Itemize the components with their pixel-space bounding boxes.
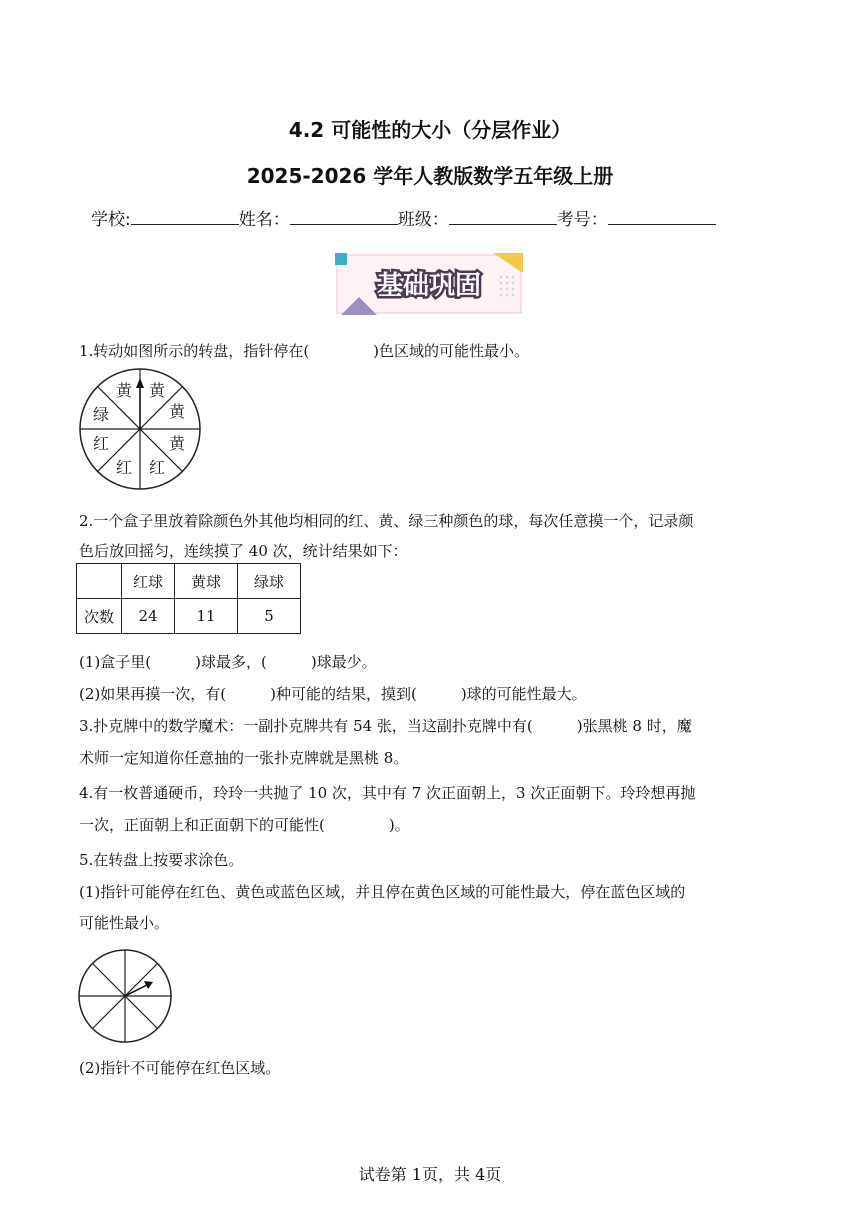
q2-sub1-text-b: )球最多，( xyxy=(195,653,267,671)
spinner-sector-label: 红 xyxy=(148,458,166,477)
q1-text-a: 1.转动如图所示的转盘，指针停在( xyxy=(79,342,310,360)
q2-sub-1 xyxy=(79,652,377,672)
q1-text-b: )色区域的可能性最小。 xyxy=(373,342,530,360)
spinner-sector-label: 红 xyxy=(115,458,133,477)
banner-corner-decoration xyxy=(335,253,347,265)
class-label: 班级： xyxy=(397,210,449,230)
q2-sub1-text-a: (1)盒子里( xyxy=(79,653,152,671)
q2-sub2-text-c: )球的可能性最大。 xyxy=(460,685,587,703)
spinner-sector-label: 红 xyxy=(92,434,110,453)
q5-title: 5.在转盘上按要求涂色。 xyxy=(79,851,244,869)
q2-sub1-text-c: )球最少。 xyxy=(310,653,377,671)
page-footer: 试卷第 1页，共 4页 xyxy=(358,1165,502,1184)
table-cell: 11 xyxy=(175,599,238,634)
class-blank[interactable] xyxy=(449,208,557,225)
spinner-sector-label: 绿 xyxy=(92,405,110,424)
table-row-label: 次数 xyxy=(77,599,122,634)
school-blank[interactable] xyxy=(131,208,239,225)
spinner-sector-label: 黄 xyxy=(148,381,166,400)
q4-line-2 xyxy=(79,815,410,835)
section-banner xyxy=(333,251,525,317)
table-row xyxy=(77,599,301,634)
spinner-sector-label: 黄 xyxy=(168,434,186,453)
q5-sub-2: (2)指针不可能停在红色区域。 xyxy=(79,1059,281,1077)
table-cell: 5 xyxy=(238,599,301,634)
banner-text: 基础巩固 xyxy=(376,271,482,301)
table-cell: 24 xyxy=(122,599,175,634)
name-blank[interactable] xyxy=(290,208,398,225)
q4-text-a: 一次，正面朝上和正面朝下的可能性( xyxy=(79,816,325,834)
exam-no-blank[interactable] xyxy=(608,208,716,225)
question-1 xyxy=(79,341,529,361)
q2-sub2-text-a: (2)如果再摸一次，有( xyxy=(79,685,227,703)
table-header-row xyxy=(77,564,301,599)
table-corner-cell xyxy=(77,564,122,599)
q4-text-b: )。 xyxy=(388,816,410,834)
table-header-cell: 红球 xyxy=(122,564,175,599)
q3-line-2: 术师一定知道你任意抽的一张扑克牌就是黑桃 8。 xyxy=(79,749,409,767)
q3-text-b: )张黑桃 8 时，魔 xyxy=(576,717,692,735)
worksheet-title: 4.2 可能性的大小（分层作业） xyxy=(288,118,572,142)
q5-sub1-line-1: (1)指针可能停在红色、黄色或蓝色区域，并且停在黄色区域的可能性最大，停在蓝色区域的 xyxy=(79,883,686,901)
name-label: 姓名： xyxy=(238,210,290,230)
spinner-sector-label: 黄 xyxy=(168,402,186,421)
q3-line-1 xyxy=(79,716,692,736)
q2-sub2-text-b: )种可能的结果，摸到( xyxy=(270,685,417,703)
q2-sub-2 xyxy=(79,684,587,704)
table-header-cell: 绿球 xyxy=(238,564,301,599)
student-info-line xyxy=(91,205,781,230)
q2-result-table xyxy=(76,563,301,634)
q2-line-2: 色后放回摇匀，连续摸了 40 次，统计结果如下： xyxy=(79,542,408,560)
q5-sub1-line-2: 可能性最小。 xyxy=(79,914,170,932)
worksheet-subtitle: 2025-2026 学年人教版数学五年级上册 xyxy=(246,164,614,188)
q2-line-1: 2.一个盒子里放着除颜色外其他均相同的红、黄、绿三种颜色的球，每次任意摸一个，记录颜 xyxy=(79,512,694,530)
exam-no-label: 考号： xyxy=(556,210,608,230)
q5-spinner[interactable] xyxy=(77,948,173,1044)
q4-line-1: 4.有一枚普通硬币，玲玲一共抛了 10 次，其中有 7 次正面朝上，3 次正面朝下。玲玲想再抛 xyxy=(79,784,696,802)
q1-spinner xyxy=(77,366,203,492)
spinner-sector-label: 黄 xyxy=(115,381,133,400)
table-header-cell: 黄球 xyxy=(175,564,238,599)
school-label: 学校: xyxy=(91,210,131,230)
q3-text-a: 3.扑克牌中的数学魔术：一副扑克牌共有 54 张，当这副扑克牌中有( xyxy=(79,717,533,735)
